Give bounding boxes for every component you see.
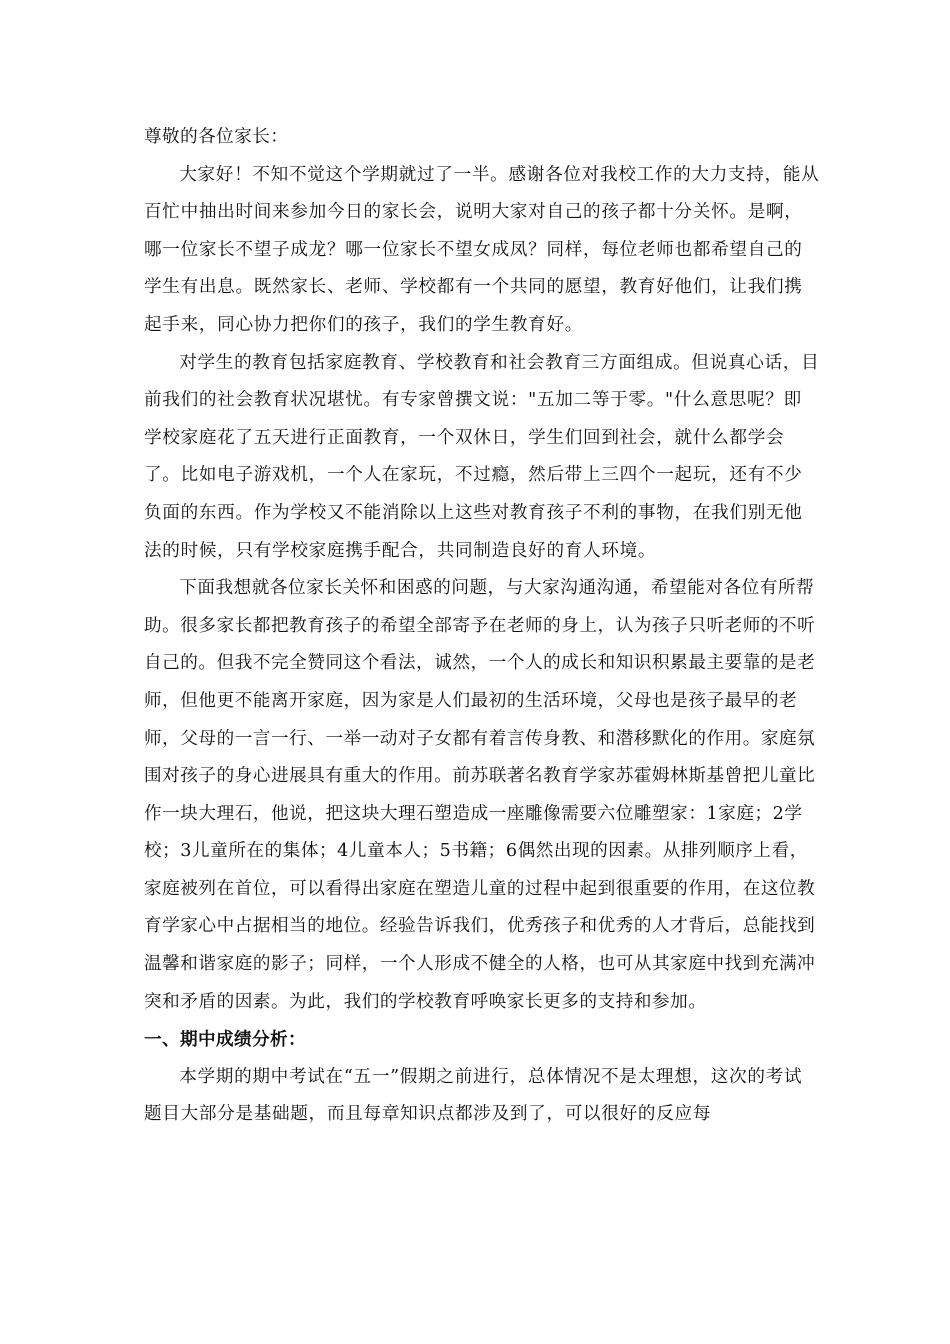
paragraph-exam-analysis: 本学期的期中考试在“五一”假期之前进行，总体情况不是太理想，这次的考试题目大部分是基础题，而且每章知识点都涉及到了，可以很好的反应每 bbox=[144, 1066, 803, 1125]
section-heading: 一、期中成绩分析： bbox=[144, 1029, 306, 1051]
document-body bbox=[144, 119, 820, 1134]
paragraph-education: 对学生的教育包括家庭教育、学校教育和社会教育三方面组成。但说真心话，目前我们的社会教育状况堪忧。有专家曾撰文说："五加二等于零。"什么意思呢？即学校家庭花了五天进行正面教育，一个双休日，学生们回到社会，就什么都学会了。比如电子游戏机，一个人在家玩，不过瘾，然后带上三四个一起玩，还有不少负面的东西。作为学校又不能消除以上这些对教育孩子不利的事物，在我们别无他法的时候，只有学校家庭携手配合，共同制造良好的育人环境。 bbox=[144, 352, 820, 561]
paragraph-family-role: 下面我想就各位家长关怀和困惑的问题，与大家沟通沟通，希望能对各位有所帮助。很多家长都把教育孩子的希望全部寄予在老师的身上，认为孩子只听老师的不听自己的。但我不完全赞同这个看法，诚然，一个人的成长和知识积累最主要靠的是老师，但他更不能离开家庭，因为家是人们最初的生活环境，父母也是孩子最早的老师，父母的一言一行、一举一动对子女都有着言传身教、和潜移默化的作用。家庭氛围对孩子的身心进展具有重大的作用。前苏联著名教育学家苏霍姆林斯基曾把儿童比作一块大理石，他说，把这块大理石塑造成一座雕像需要六位雕塑家：1家庭；2学校；3儿童所在的集体；4儿童本人；5书籍；6偶然出现的因素。从排列顺序上看，家庭被列在首位，可以看得出家庭在塑造儿童的过程中起到很重要的作用，在这位教育学家心中占据相当的地位。经验告诉我们，优秀孩子和优秀的人才背后，总能找到温馨和谐家庭的影子；同样，一个人形成不健全的人格，也可从其家庭中找到充满冲突和矛盾的因素。为此，我们的学校教育呼唤家长更多的支持和参加。 bbox=[144, 578, 816, 1012]
salutation: 尊敬的各位家长： bbox=[144, 127, 289, 147]
paragraph-opening: 大家好！不知不觉这个学期就过了一半。感谢各位对我校工作的大力支持，能从百忙中抽出时间来参加今日的家长会，说明大家对自己的孩子都十分关怀。是啊，哪一位家长不望子成龙？哪一位家长不望女成凤？同样，每位老师也都希望自己的学生有出息。既然家长、老师、学校都有一个共同的愿望，教育好他们，让我们携起手来，同心协力把你们的孩子，我们的学生教育好。 bbox=[144, 164, 820, 335]
